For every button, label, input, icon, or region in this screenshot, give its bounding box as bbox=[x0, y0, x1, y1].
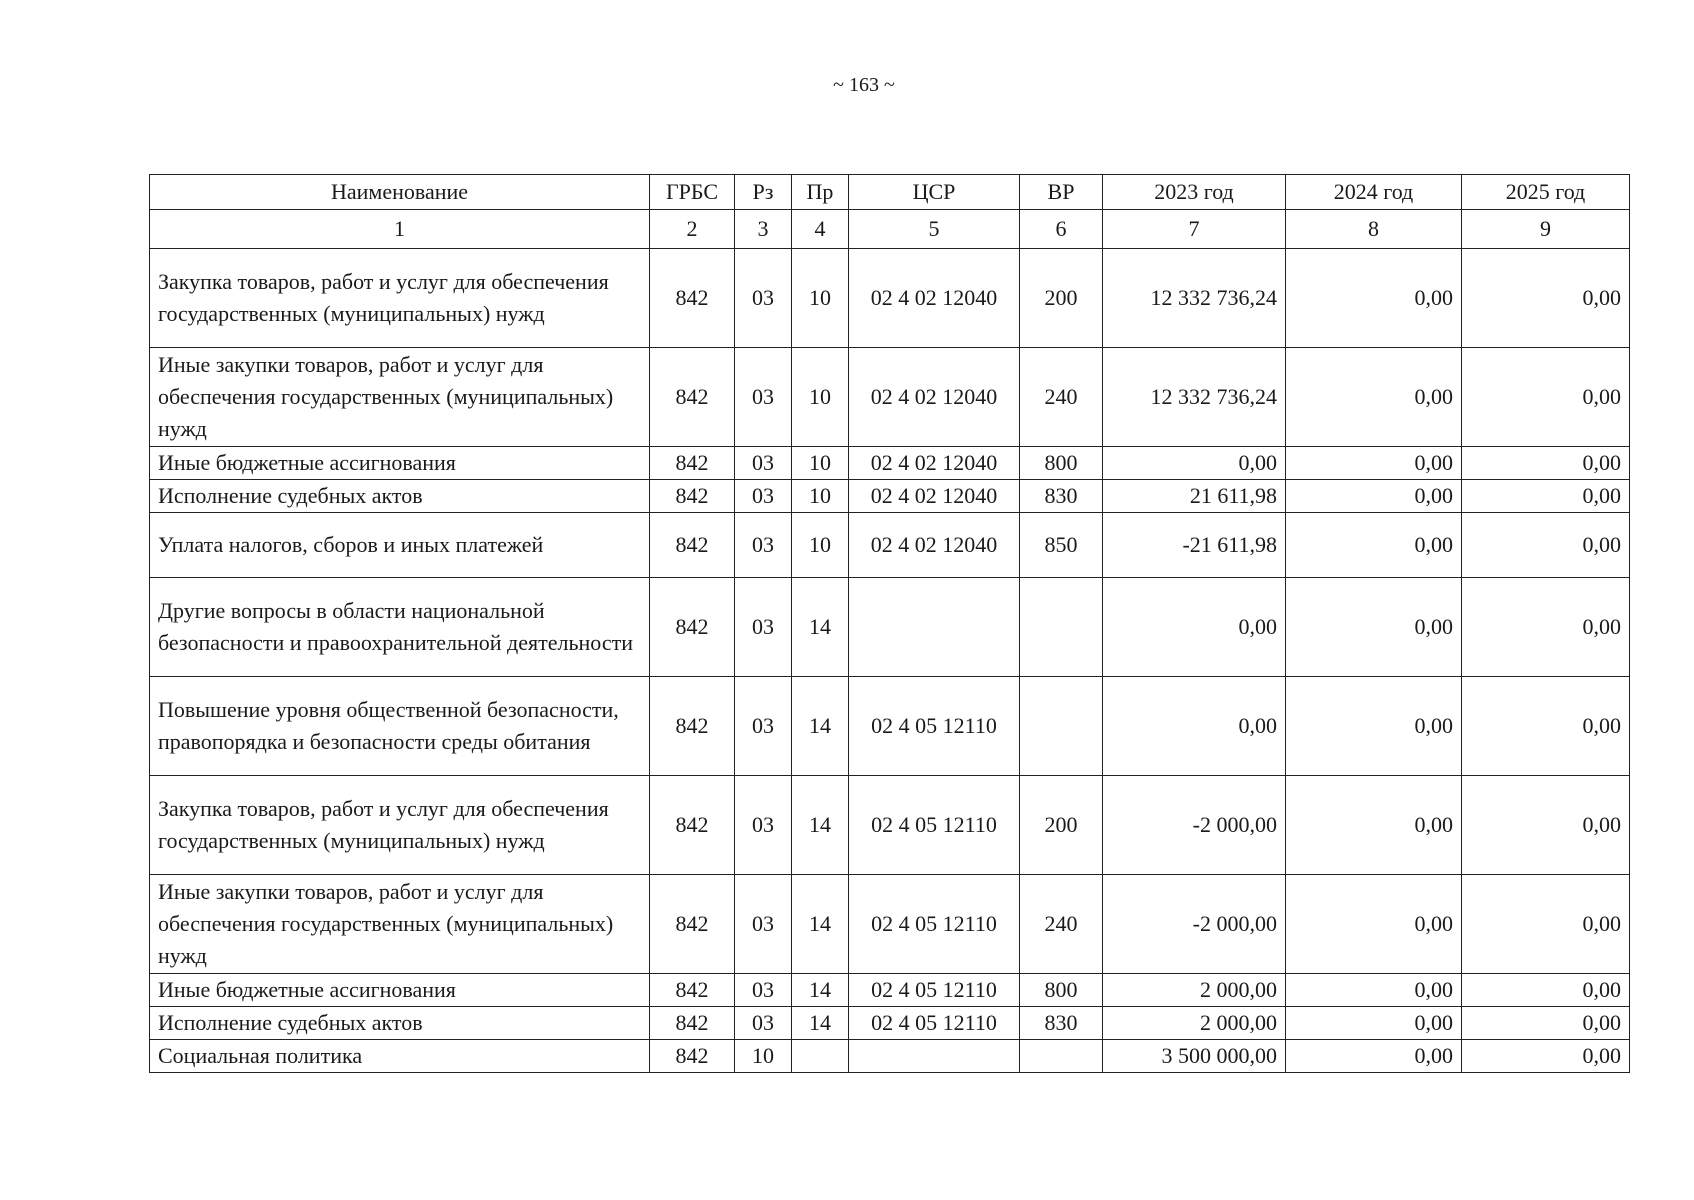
amount-2023-cell: 21 611,98 bbox=[1103, 480, 1286, 513]
amount-2024-cell: 0,00 bbox=[1286, 677, 1462, 776]
name-cell: Иные закупки товаров, работ и услуг для обеспечения государственных (муниципальных) нужд bbox=[150, 875, 650, 974]
name-cell: Иные бюджетные ассигнования bbox=[150, 447, 650, 480]
amount-2024-cell: 0,00 bbox=[1286, 1007, 1462, 1040]
header-cell: 2024 год bbox=[1286, 175, 1462, 210]
header-cell: Пр bbox=[792, 175, 849, 210]
table-row bbox=[150, 677, 1630, 776]
amount-2025-cell: 0,00 bbox=[1462, 249, 1630, 348]
column-number-cell: 3 bbox=[735, 210, 792, 249]
vr-cell: 830 bbox=[1020, 480, 1103, 513]
table-row bbox=[150, 974, 1630, 1007]
grbs-cell: 842 bbox=[650, 480, 735, 513]
pr-cell: 14 bbox=[792, 677, 849, 776]
name-cell: Другие вопросы в области национальной безопасности и правоохранительной деятельности bbox=[150, 578, 650, 677]
amount-2025-cell: 0,00 bbox=[1462, 974, 1630, 1007]
name-cell: Исполнение судебных актов bbox=[150, 480, 650, 513]
page-number: ~ 163 ~ bbox=[833, 74, 895, 96]
name-cell: Исполнение судебных актов bbox=[150, 1007, 650, 1040]
pr-cell: 10 bbox=[792, 348, 849, 447]
grbs-cell: 842 bbox=[650, 1040, 735, 1073]
vr-cell bbox=[1020, 1040, 1103, 1073]
amount-2023-cell: 2 000,00 bbox=[1103, 1007, 1286, 1040]
table-row bbox=[150, 578, 1630, 677]
csr-cell: 02 4 05 12110 bbox=[849, 1007, 1020, 1040]
pr-cell: 14 bbox=[792, 578, 849, 677]
pr-cell: 10 bbox=[792, 513, 849, 578]
pr-cell: 14 bbox=[792, 776, 849, 875]
header-cell: ГРБС bbox=[650, 175, 735, 210]
vr-cell: 800 bbox=[1020, 447, 1103, 480]
csr-cell: 02 4 05 12110 bbox=[849, 677, 1020, 776]
table-row bbox=[150, 1007, 1630, 1040]
grbs-cell: 842 bbox=[650, 513, 735, 578]
amount-2024-cell: 0,00 bbox=[1286, 974, 1462, 1007]
amount-2024-cell: 0,00 bbox=[1286, 776, 1462, 875]
amount-2025-cell: 0,00 bbox=[1462, 875, 1630, 974]
grbs-cell: 842 bbox=[650, 249, 735, 348]
column-number-cell: 8 bbox=[1286, 210, 1462, 249]
grbs-cell: 842 bbox=[650, 875, 735, 974]
amount-2025-cell: 0,00 bbox=[1462, 447, 1630, 480]
pr-cell bbox=[792, 1040, 849, 1073]
grbs-cell: 842 bbox=[650, 578, 735, 677]
vr-cell: 240 bbox=[1020, 875, 1103, 974]
amount-2025-cell: 0,00 bbox=[1462, 776, 1630, 875]
column-number-cell: 5 bbox=[849, 210, 1020, 249]
name-cell: Повышение уровня общественной безопасности, правопорядка и безопасности среды обитания bbox=[150, 677, 650, 776]
amount-2024-cell: 0,00 bbox=[1286, 513, 1462, 578]
vr-cell bbox=[1020, 578, 1103, 677]
name-cell: Закупка товаров, работ и услуг для обеспечения государственных (муниципальных) нужд bbox=[150, 249, 650, 348]
vr-cell: 240 bbox=[1020, 348, 1103, 447]
amount-2025-cell: 0,00 bbox=[1462, 513, 1630, 578]
csr-cell: 02 4 02 12040 bbox=[849, 480, 1020, 513]
grbs-cell: 842 bbox=[650, 776, 735, 875]
amount-2025-cell: 0,00 bbox=[1462, 480, 1630, 513]
table-row bbox=[150, 348, 1630, 447]
rz-cell: 03 bbox=[735, 480, 792, 513]
csr-cell: 02 4 05 12110 bbox=[849, 974, 1020, 1007]
vr-cell: 850 bbox=[1020, 513, 1103, 578]
grbs-cell: 842 bbox=[650, 348, 735, 447]
amount-2023-cell: 0,00 bbox=[1103, 447, 1286, 480]
rz-cell: 03 bbox=[735, 578, 792, 677]
rz-cell: 03 bbox=[735, 875, 792, 974]
header-cell: 2025 год bbox=[1462, 175, 1630, 210]
vr-cell: 800 bbox=[1020, 974, 1103, 1007]
vr-cell: 830 bbox=[1020, 1007, 1103, 1040]
name-cell: Закупка товаров, работ и услуг для обеспечения государственных (муниципальных) нужд bbox=[150, 776, 650, 875]
amount-2025-cell: 0,00 bbox=[1462, 677, 1630, 776]
vr-cell bbox=[1020, 677, 1103, 776]
rz-cell: 10 bbox=[735, 1040, 792, 1073]
rz-cell: 03 bbox=[735, 348, 792, 447]
csr-cell: 02 4 05 12110 bbox=[849, 875, 1020, 974]
csr-cell: 02 4 02 12040 bbox=[849, 348, 1020, 447]
rz-cell: 03 bbox=[735, 249, 792, 348]
amount-2024-cell: 0,00 bbox=[1286, 249, 1462, 348]
column-number-row bbox=[150, 210, 1630, 249]
rz-cell: 03 bbox=[735, 776, 792, 875]
amount-2024-cell: 0,00 bbox=[1286, 875, 1462, 974]
header-cell: Рз bbox=[735, 175, 792, 210]
amount-2024-cell: 0,00 bbox=[1286, 578, 1462, 677]
rz-cell: 03 bbox=[735, 513, 792, 578]
header-cell: ЦСР bbox=[849, 175, 1020, 210]
table-row bbox=[150, 875, 1630, 974]
amount-2023-cell: 3 500 000,00 bbox=[1103, 1040, 1286, 1073]
amount-2025-cell: 0,00 bbox=[1462, 1040, 1630, 1073]
amount-2025-cell: 0,00 bbox=[1462, 348, 1630, 447]
vr-cell: 200 bbox=[1020, 249, 1103, 348]
rz-cell: 03 bbox=[735, 1007, 792, 1040]
grbs-cell: 842 bbox=[650, 447, 735, 480]
amount-2025-cell: 0,00 bbox=[1462, 1007, 1630, 1040]
column-number-cell: 6 bbox=[1020, 210, 1103, 249]
pr-cell: 10 bbox=[792, 480, 849, 513]
pr-cell: 14 bbox=[792, 1007, 849, 1040]
rz-cell: 03 bbox=[735, 974, 792, 1007]
column-number-cell: 7 bbox=[1103, 210, 1286, 249]
table-row bbox=[150, 1040, 1630, 1073]
amount-2023-cell: 12 332 736,24 bbox=[1103, 348, 1286, 447]
column-number-cell: 1 bbox=[150, 210, 650, 249]
name-cell: Уплата налогов, сборов и иных платежей bbox=[150, 513, 650, 578]
grbs-cell: 842 bbox=[650, 1007, 735, 1040]
name-cell: Иные бюджетные ассигнования bbox=[150, 974, 650, 1007]
grbs-cell: 842 bbox=[650, 677, 735, 776]
amount-2023-cell: 2 000,00 bbox=[1103, 974, 1286, 1007]
pr-cell: 14 bbox=[792, 974, 849, 1007]
amount-2023-cell: -21 611,98 bbox=[1103, 513, 1286, 578]
grbs-cell: 842 bbox=[650, 974, 735, 1007]
table-row bbox=[150, 249, 1630, 348]
pr-cell: 14 bbox=[792, 875, 849, 974]
name-cell: Социальная политика bbox=[150, 1040, 650, 1073]
amount-2023-cell: -2 000,00 bbox=[1103, 875, 1286, 974]
column-number-cell: 4 bbox=[792, 210, 849, 249]
header-row bbox=[150, 175, 1630, 210]
amount-2023-cell: 12 332 736,24 bbox=[1103, 249, 1286, 348]
table-row bbox=[150, 776, 1630, 875]
csr-cell: 02 4 02 12040 bbox=[849, 249, 1020, 348]
table-row bbox=[150, 447, 1630, 480]
pr-cell: 10 bbox=[792, 249, 849, 348]
column-number-cell: 9 bbox=[1462, 210, 1630, 249]
amount-2024-cell: 0,00 bbox=[1286, 348, 1462, 447]
csr-cell: 02 4 02 12040 bbox=[849, 513, 1020, 578]
csr-cell: 02 4 02 12040 bbox=[849, 447, 1020, 480]
csr-cell bbox=[849, 578, 1020, 677]
rz-cell: 03 bbox=[735, 447, 792, 480]
header-cell: Наименование bbox=[150, 175, 650, 210]
amount-2024-cell: 0,00 bbox=[1286, 480, 1462, 513]
header-cell: 2023 год bbox=[1103, 175, 1286, 210]
amount-2023-cell: 0,00 bbox=[1103, 677, 1286, 776]
amount-2025-cell: 0,00 bbox=[1462, 578, 1630, 677]
csr-cell: 02 4 05 12110 bbox=[849, 776, 1020, 875]
amount-2024-cell: 0,00 bbox=[1286, 447, 1462, 480]
name-cell: Иные закупки товаров, работ и услуг для обеспечения государственных (муниципальных) нужд bbox=[150, 348, 650, 447]
pr-cell: 10 bbox=[792, 447, 849, 480]
budget-table bbox=[149, 174, 1630, 1073]
csr-cell bbox=[849, 1040, 1020, 1073]
amount-2023-cell: -2 000,00 bbox=[1103, 776, 1286, 875]
amount-2024-cell: 0,00 bbox=[1286, 1040, 1462, 1073]
column-number-cell: 2 bbox=[650, 210, 735, 249]
header-cell: ВР bbox=[1020, 175, 1103, 210]
table-row bbox=[150, 513, 1630, 578]
amount-2023-cell: 0,00 bbox=[1103, 578, 1286, 677]
table-row bbox=[150, 480, 1630, 513]
vr-cell: 200 bbox=[1020, 776, 1103, 875]
rz-cell: 03 bbox=[735, 677, 792, 776]
